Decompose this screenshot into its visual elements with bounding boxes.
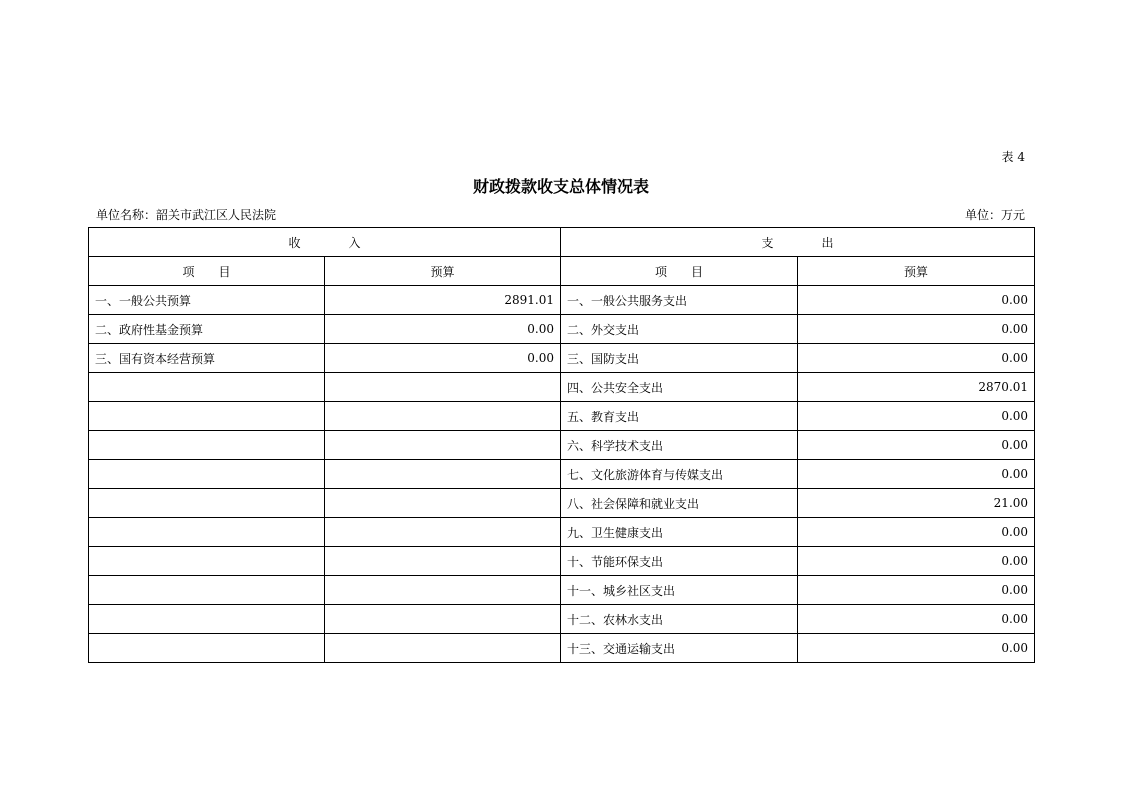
unit-name: 单位名称：韶关市武江区人民法院 (96, 208, 277, 222)
income-value-cell (325, 489, 561, 518)
income-value-cell: 0.00 (325, 315, 561, 344)
income-budget-header: 预算 (325, 257, 561, 286)
table-row (89, 634, 1035, 663)
currency-unit: 单位：万元 (964, 208, 1025, 222)
expense-item-cell: 九、卫生健康支出 (561, 518, 798, 547)
income-item-cell (89, 373, 325, 402)
table-row (89, 286, 1035, 315)
group-header-row (89, 228, 1035, 257)
table-row (89, 547, 1035, 576)
expense-value-cell: 0.00 (798, 315, 1035, 344)
expense-item-cell: 五、教育支出 (561, 402, 798, 431)
income-value-cell (325, 576, 561, 605)
expense-item-cell: 二、外交支出 (561, 315, 798, 344)
expense-item-cell: 一、一般公共服务支出 (561, 286, 798, 315)
income-item-cell (89, 460, 325, 489)
table-row (89, 576, 1035, 605)
expense-value-cell: 0.00 (798, 344, 1035, 373)
income-value-cell (325, 373, 561, 402)
expense-item-cell: 七、文化旅游体育与传媒支出 (561, 460, 798, 489)
income-value-cell: 2891.01 (325, 286, 561, 315)
table-row (89, 373, 1035, 402)
income-item-cell (89, 605, 325, 634)
income-value-cell (325, 634, 561, 663)
expense-value-cell: 0.00 (798, 518, 1035, 547)
page-title: 财政拨款收支总体情况表 (472, 177, 649, 196)
expense-value-cell: 2870.01 (798, 373, 1035, 402)
table-row (89, 402, 1035, 431)
expense-item-cell: 十一、城乡社区支出 (561, 576, 798, 605)
expense-value-cell: 0.00 (798, 402, 1035, 431)
expense-value-cell: 0.00 (798, 634, 1035, 663)
expense-value-cell: 0.00 (798, 431, 1035, 460)
income-item-cell (89, 489, 325, 518)
expense-item-header: 项 目 (561, 257, 798, 286)
income-item-header: 项 目 (89, 257, 325, 286)
income-item-cell: 三、国有资本经营预算 (89, 344, 325, 373)
income-item-cell (89, 576, 325, 605)
expense-header: 支 出 (561, 228, 1035, 257)
income-item-cell (89, 634, 325, 663)
income-item-cell (89, 402, 325, 431)
table-row (89, 489, 1035, 518)
income-item-cell: 二、政府性基金预算 (89, 315, 325, 344)
income-item-cell: 一、一般公共预算 (89, 286, 325, 315)
table-row (89, 431, 1035, 460)
expense-value-cell: 21.00 (798, 489, 1035, 518)
table-number: 表 4 (1001, 150, 1025, 164)
expense-item-cell: 四、公共安全支出 (561, 373, 798, 402)
expense-item-cell: 六、科学技术支出 (561, 431, 798, 460)
table-row (89, 460, 1035, 489)
expense-value-cell: 0.00 (798, 576, 1035, 605)
income-item-cell (89, 431, 325, 460)
income-value-cell (325, 402, 561, 431)
column-header-row (89, 257, 1035, 286)
income-item-cell (89, 547, 325, 576)
budget-table (88, 227, 1035, 663)
income-header: 收 入 (89, 228, 561, 257)
expense-item-cell: 十三、交通运输支出 (561, 634, 798, 663)
table-body (89, 286, 1035, 663)
expense-value-cell: 0.00 (798, 605, 1035, 634)
expense-budget-header: 预算 (798, 257, 1035, 286)
table-row (89, 518, 1035, 547)
expense-value-cell: 0.00 (798, 286, 1035, 315)
expense-value-cell: 0.00 (798, 547, 1035, 576)
income-item-cell (89, 518, 325, 547)
expense-item-cell: 十、节能环保支出 (561, 547, 798, 576)
expense-value-cell: 0.00 (798, 460, 1035, 489)
income-value-cell (325, 460, 561, 489)
expense-item-cell: 八、社会保障和就业支出 (561, 489, 798, 518)
income-value-cell (325, 518, 561, 547)
table-row (89, 605, 1035, 634)
income-value-cell (325, 605, 561, 634)
income-value-cell (325, 431, 561, 460)
income-value-cell: 0.00 (325, 344, 561, 373)
table-row (89, 344, 1035, 373)
income-value-cell (325, 547, 561, 576)
table-row (89, 315, 1035, 344)
expense-item-cell: 十二、农林水支出 (561, 605, 798, 634)
expense-item-cell: 三、国防支出 (561, 344, 798, 373)
